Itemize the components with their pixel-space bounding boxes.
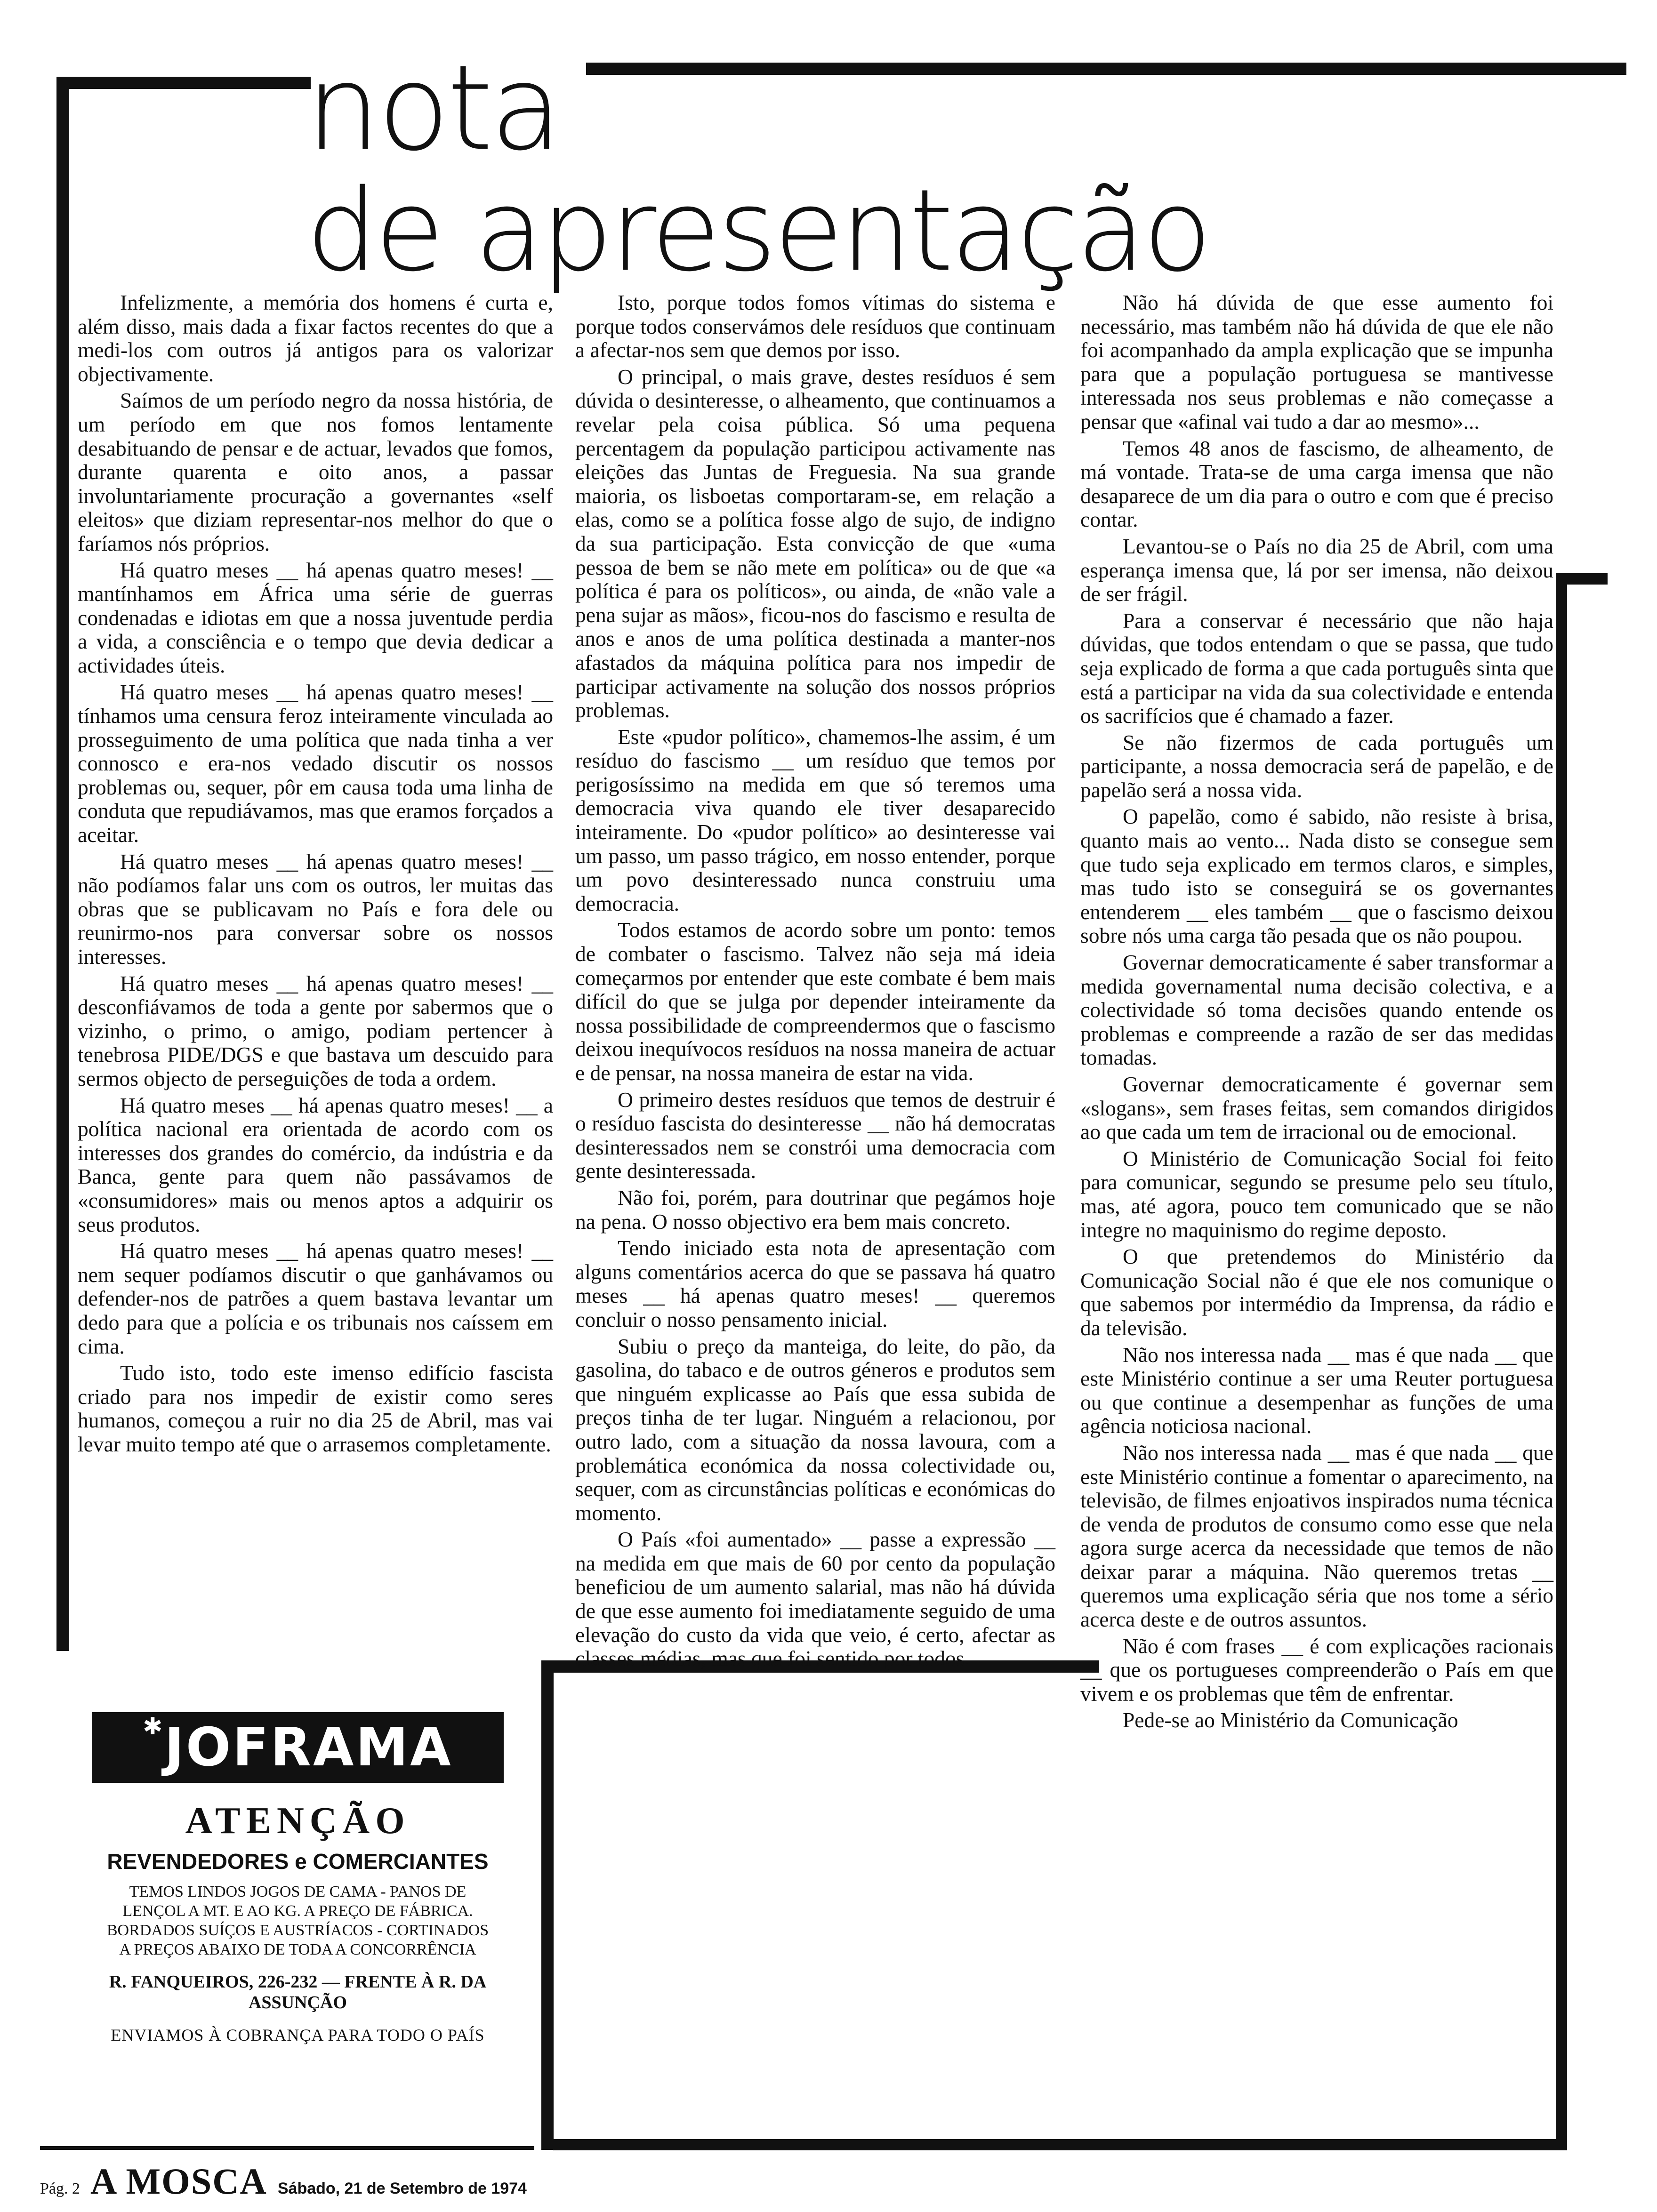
paragraph: Isto, porque todos fomos vítimas do sistema e porque todos conservámos dele resíduos que continuam a afectar-nos sem que demos por isso. [575,290,1055,362]
top-left-bracket-rule [56,77,311,89]
publication-date: Sábado, 21 de Setembro de 1974 [277,2180,527,2197]
paragraph: Não é com frases __ é com explicações racionais __ que os portugueses compreenderão o País em que vivem e os problemas que têm de enfrentar. [1080,1634,1553,1706]
advert-heading: ATENÇÃO [185,1800,410,1842]
paragraph: O Ministério de Comunicação Social foi feito para comunicar, segundo se presume pelo seu título, mas, até agora, pouco tem comunicado que se não integre no maquinismo do regime deposto. [1080,1146,1553,1242]
paragraph: O papelão, como é sabido, não resiste à brisa, quanto mais ao vento... Nada disto se consegue sem que tudo seja explicado em termos claros, e simples, mas tudo isto se conseguirá se os governantes entenderem __ eles também __ que o fascismo deixou sobre nós uma carga tão pesada que os não poupou. [1080,804,1553,948]
advert-footer: ENVIAMOS À COBRANÇA PARA TODO O PAÍS [111,2026,485,2044]
advert-subheading: REVENDEDORES e COMERCIANTES [107,1849,489,1874]
paragraph: O principal, o mais grave, destes resíduos é sem dúvida o desinteresse, o alheamento, que continuamos a revelar pela coisa pública. Só uma pequena percentagem da população participou activamente nas eleições das Juntas de Freguesia. Na sua grande maioria, os lisboetas comportaram-se, em relação a elas, como se a política fosse algo de sujo, de indigno da sua participação. Esta convicção de que «uma pessoa de bem se não mete em política» ou de que «a política é para os políticos», ou ainda, de «não vale a pena sujar as mãos», ficou-nos do fascismo e resulta de anos e anos de uma política destinada a manter-nos afastados da máquina política para nos impedir de participar activamente na solução dos nossos próprios problemas. [575,364,1055,722]
paragraph: Tudo isto, todo este imenso edifício fascista criado para nos impedir de existir como seres humanos, começou a ruir no dia 25 de Abril, mas vai levar muito tempo até que o arrasemos completamente. [78,1361,553,1456]
paragraph: Há quatro meses __ há apenas quatro meses! __ mantínhamos em África uma série de guerras condenadas e idiotas em que a nossa juventude perdia a vida, a consciência e o tempo que devia dedicar a actividades úteis. [78,558,553,677]
advert-right-rule [541,1660,554,2150]
article-column-3 [1080,291,1553,1735]
left-bracket-rule [56,77,69,1651]
advert-brand: JOFRAMA [164,1717,453,1778]
article-title-line-1: nota [306,40,560,176]
page-number: Pág. 2 [40,2180,80,2197]
paragraph: O que pretendemos do Ministério da Comunicação Social não é que ele nos comunique o que sabemos por intermédio da Imprensa, da rádio e da televisão. [1080,1244,1553,1340]
paragraph: Governar democraticamente é governar sem «slogans», sem frases feitas, sem comandos dirigidos ao que cada um tem de irracional ou de emocional. [1080,1072,1553,1144]
paragraph: Todos estamos de acordo sobre um ponto: temos de combater o fascismo. Talvez não seja má ideia começarmos por entender que este combate é bem mais difícil do que se julga por depender inteiramente da nossa possibilidade de compreendermos que o fascismo deixou inequívocos resíduos na nossa maneira de actuar e de pensar, na nossa maneira de estar na vida. [575,918,1055,1085]
paragraph: O primeiro destes resíduos que temos de destruir é o resíduo fascista do desinteresse __ não há democratas desinteressados nem se constrói uma democracia com gente desinteressada. [575,1087,1055,1183]
article-column-1 [78,291,553,1459]
right-bracket-rule [1556,573,1567,2150]
paragraph: Há quatro meses __ há apenas quatro meses! __ tínhamos uma censura feroz inteiramente vinculada ao prosseguimento de uma política que nada tinha a ver connosco e era-nos vedado discutir os nossos problemas ou, sequer, pôr em causa toda uma linha de conduta que repudiávamos, mas que eramos forçados a aceitar. [78,680,553,847]
paragraph: Há quatro meses __ há apenas quatro meses! __ a política nacional era orientada de acordo com os interesses dos grandes do comércio, da indústria e da Banca, gente para quem não passávamos de «consumidores» mais ou menos aptos a adquirir os seus produtos. [78,1093,553,1236]
paragraph: Para a conservar é necessário que não haja dúvidas, que todos entendam o que se passa, que tudo seja explicado de forma a que cada português sinta que está a participar na vida da sua colectividade e entenda os sacrifícios que é chamado a fazer. [1080,608,1553,728]
paragraph: Pede-se ao Ministério da Comunicação [1123,1708,1458,1732]
bottom-right-rule [553,2139,1567,2150]
article-title-line-2: de apresentação [306,165,1209,297]
star-icon: ✱ [143,1713,165,1740]
paragraph: Temos 48 anos de fascismo, de alheamento, de má vontade. Trata-se de uma carga imensa que não desaparece de um dia para o outro e com que é preciso contar. [1080,436,1553,532]
joframa-advert [89,1699,506,2179]
paragraph: Se não fizermos de cada português um participante, a nossa democracia será de papelão, e de papelão será a nossa vida. [1080,730,1553,802]
paragraph: Infelizmente, a memória dos homens é curta e, além disso, mais dada a fixar factos recentes do que a medi-los com outros já antigos para os valorizar objectivamente. [78,290,553,386]
advert-brand-banner [92,1712,504,1783]
paragraph: Não nos interessa nada __ mas é que nada __ que este Ministério continue a fomentar o aparecimento, na televisão, de filmes enjoativos inspirados numa técnica de venda de produtos de consumo como esse que nela agora surge acerca da necessidade que temos de não deixar parar a máquina. Não queremos tretas __ queremos uma explicação séria que nos tome a sério acerca deste e de outros assuntos. [1080,1440,1553,1632]
paragraph: Não foi, porém, para doutrinar que pegámos hoje na pena. O nosso objectivo era bem mais concreto. [575,1185,1055,1234]
paragraph: Este «pudor político», chamemos-lhe assim, é um resíduo do fascismo __ um resíduo que temos por perigosíssimo na medida em que só teremos uma democracia viva quando ele tiver desaparecido inteiramente. Do «pudor político» ao desinteresse vai um passo, um passo trágico, em nosso entender, porque um povo desinteressado nunca construiu uma democracia. [575,724,1055,915]
paragraph: Governar democraticamente é saber transformar a medida governamental numa decisão colectiva, e a colectividade só toma decisões quando entende os problemas e compreende a razão de ser das medidas tomadas. [1080,950,1553,1070]
paragraph: Não há dúvida de que esse aumento foi necessário, mas também não há dúvida de que ele não foi acompanhado da ampla explicação que se impunha para que a população portuguesa se mantivesse interessada nos seus problemas e não começasse a pensar que «afinal vai tudo a dar ao mesmo»... [1080,290,1553,433]
paragraph: O País «foi aumentado» __ passe a expressão __ na medida em que mais de 60 por cento da população beneficiou de um aumento salarial, mas não há dúvida de que esse aumento foi imediatamente seguido de uma elevação do custo da vida que veio, é certo, afectar as classes médias, mas que foi sentido por todos. [575,1527,1055,1671]
paragraph: Tendo iniciado esta nota de apresentação com alguns comentários acerca do que se passava há quatro meses __ há apenas quatro meses! __ queremos concluir o nosso pensamento inicial. [575,1236,1055,1331]
paragraph: Há quatro meses __ há apenas quatro meses! __ desconfiávamos de toda a gente por sabermos que o vizinho, o primo, o amigo, podiam pertencer à tenebrosa PIDE/DGS e que bastava um descuido para sermos objecto de perseguições de toda a ordem. [78,971,553,1090]
publication-name: A MOSCA [90,2161,267,2202]
advert-body: TEMOS LINDOS JOGOS DE CAMA - PANOS DE LENÇOL A MT. E AO KG. A PREÇO DE FÁBRICA. BORDADOS SUÍÇOS E AUSTRÍACOS - CORTINADOS A PREÇOS ABAIXO DE TODA A CONCORRÊNCIA [106,1883,489,1958]
paragraph: Não nos interessa nada __ mas é que nada __ que este Ministério continue a ser uma Reuter portuguesa ou que continue a desempenhar as funções de uma agência noticiosa nacional. [1080,1342,1553,1438]
paragraph: Saímos de um período negro da nossa história, de um período em que nos fomos lentamente desabituando de pensar e de actuar, levados que fomos, durante quarenta e oito anos, a passar involuntariamente procuração a governantes «self eleitos» que diziam representar-nos melhor do que o faríamos nós próprios. [78,388,553,555]
article-column-2 [575,291,1055,1674]
paragraph: Subiu o preço da manteiga, do leite, do pão, da gasolina, do tabaco e de outros géneros e produtos sem que ninguém explicasse ao País que essa subida de preços tinha de ter lugar. Ninguém a relacionou, por outro lado, com a situação da nossa lavoura, com a problemática económica da nossa colectividade ou, sequer, com as circunstâncias políticas e económicas do momento. [575,1334,1055,1525]
page-footer [40,2160,699,2202]
paragraph: Há quatro meses __ há apenas quatro meses! __ não podíamos falar uns com os outros, ler muitas das obras que se publicavam no País e fora dele ou reunirmo-nos para conversar sobre os nossos interesses. [78,849,553,969]
advert-address: R. FANQUEIROS, 226-232 — FRENTE À R. DA ASSUNÇÃO [109,1972,487,2012]
paragraph: Levantou-se o País no dia 25 de Abril, com uma esperança imensa que, lá por ser imensa, não deixou de ser frágil. [1080,534,1553,606]
paragraph: Há quatro meses __ há apenas quatro meses! __ nem sequer podíamos discutir o que ganhávamos ou defender-nos de patrões a quem bastava levantar um dedo para que a polícia e os tribunais nos caíssem em cima. [78,1239,553,1358]
